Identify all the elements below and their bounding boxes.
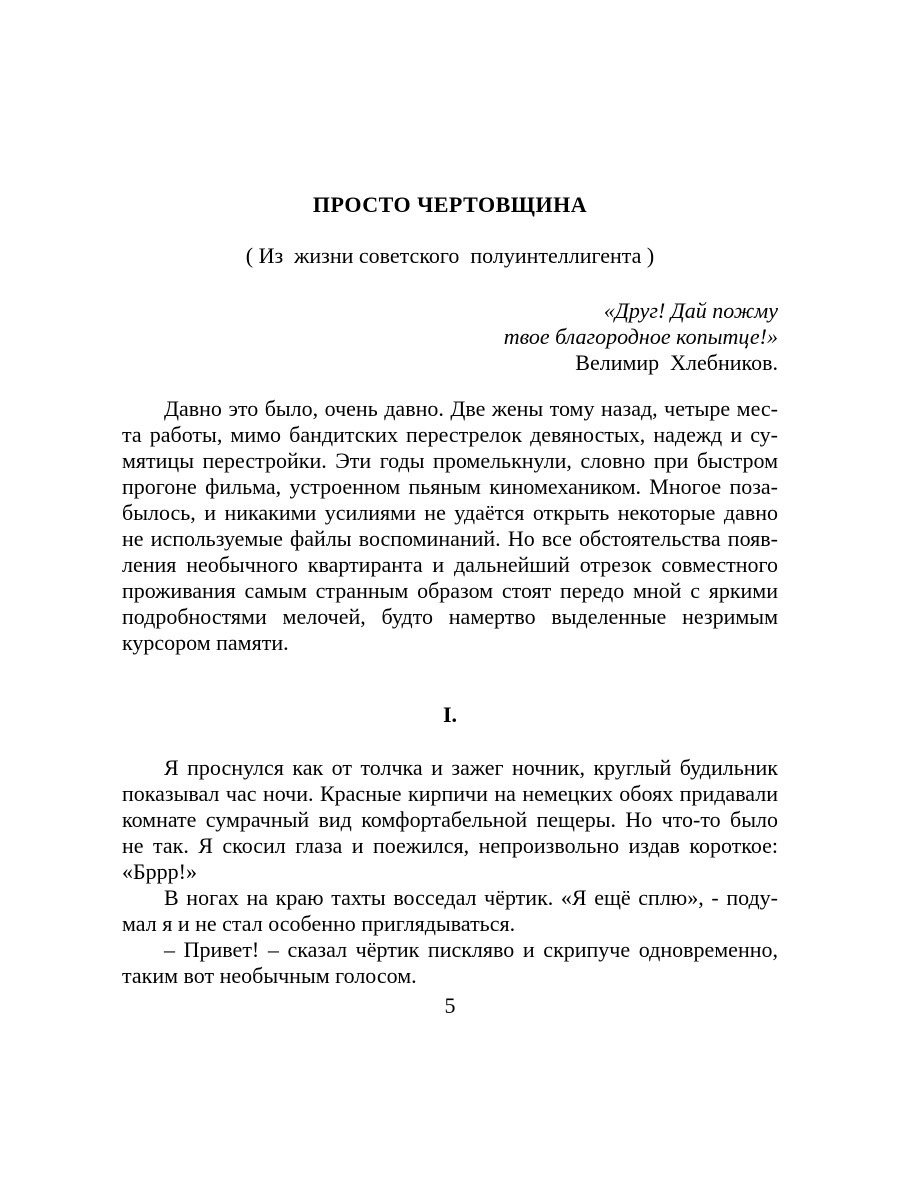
- paragraph-1: Давно это было, очень давно. Две жены тому назад, четыре мес- та работы, мимо бандитских перестрелок девяностых, надежд и су- мятицы перестройки. Эти годы промелькнули, словно при быстром прогоне фильма, устроенном пьяным киномехаником. Многое поза- былось, и никакими усилиями не удаётся открыть некоторые давно не используемые файлы воспоминаний. Но все обстоятельства появ- ления необычного квартиранта и дальнейший отрезок совместного проживания самым странным образом стоят передо мной с яркими подробностями мелочей, будто намертво выделенные незримым курсором памяти.: [122, 396, 778, 655]
- section-heading: I.: [442, 702, 458, 727]
- epigraph-quote: «Друг! Дай пожму твое благородное копытце!»: [503, 298, 778, 349]
- story-title: ПРОСТО ЧЕРТОВЩИНА: [312, 192, 588, 217]
- page-number: 5: [444, 993, 456, 1018]
- paragraph-4: – Привет! – сказал чёртик пискляво и скрипуче одновременно, таким вот необычным голосом.: [122, 937, 778, 988]
- epigraph: [122, 298, 778, 376]
- paragraph-2: Я проснулся как от толчка и зажег ночник, круглый будильник показывал час ночи. Красные кирпичи на немецких обоях придавали комнате сумрачный вид комфортабельной пещеры. Но что-то было не так. Я скосил глаза и поежился, непроизвольно издав короткое: «Бррр!»: [122, 755, 778, 884]
- epigraph-author: Велимир Хлебников.: [575, 350, 778, 375]
- story-subtitle: ( Из жизни советского полуинтеллигента ): [245, 243, 655, 268]
- paragraph-3: В ногах на краю тахты восседал чёртик. «Я ещё сплю», - поду- мал я и не стал особенно приглядываться.: [122, 885, 778, 936]
